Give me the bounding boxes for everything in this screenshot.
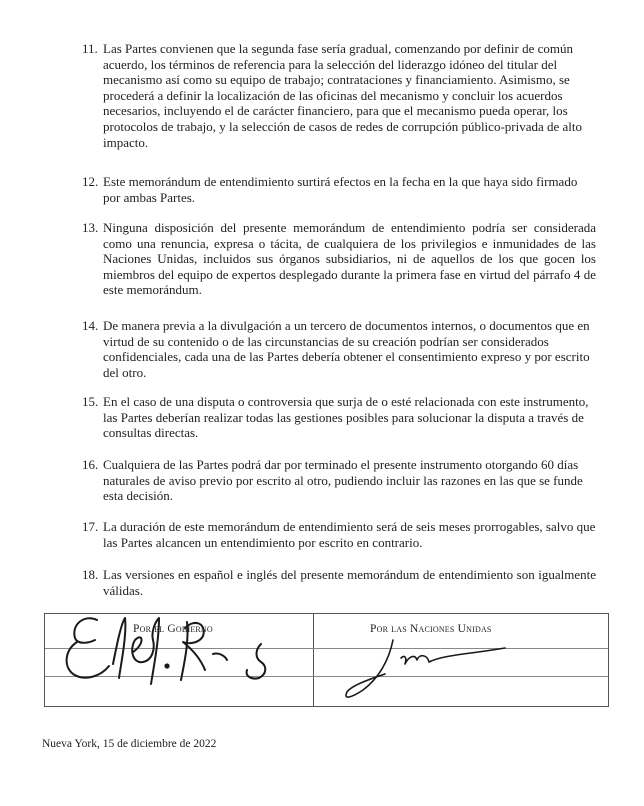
signature-table: [44, 613, 609, 707]
united-nations-signature: [333, 630, 513, 708]
clause-text: Las versiones en español e inglés del presente memorándum de entendimiento son igualmente válidas.: [103, 567, 596, 598]
clause-text: La duración de este memorándum de entendimiento será de seis meses prorrogables, salvo que las Partes alcancen un entendimiento por escrito en contrario.: [103, 519, 596, 550]
clause-text: Cualquiera de las Partes podrá dar por terminado el presente instrumento otorgando 60 días naturales de aviso previo por escrito al otro, pudiendo incluir las razones en las que se funde esta decisión.: [103, 457, 583, 504]
clause-11: [82, 41, 596, 150]
table-divider: [313, 614, 314, 706]
united-nations-signature-header: Por las Naciones Unidas: [370, 623, 492, 635]
clause-number: 15.: [82, 394, 99, 409]
clause-text: De manera previa a la divulgación a un tercero de documentos internos, o documentos que en virtud de su contenido o de las circunstancias de su creación podrían ser considerados confidenciales, cada una de las Partes debería obtener el consentimiento expreso y por escrito del otro.: [103, 318, 590, 380]
clause-number: 12.: [82, 174, 99, 189]
government-signature-header: Por el Gobierno: [133, 623, 213, 635]
clause-number: 11.: [82, 41, 98, 56]
clause-number: 17.: [82, 519, 99, 534]
clause-number: 18.: [82, 567, 99, 582]
clause-12: [82, 174, 596, 205]
clause-13: [82, 220, 596, 298]
clause-text: Las Partes convienen que la segunda fase sería gradual, comenzando por definir de común acuerdo, los términos de referencia para la selección del liderazgo idóneo del titular del mecanismo así como su equipo de trabajo; contrataciones y financiamiento. Asimismo, se procederá a definir la localización de las oficinas del mecanismo y concluir los acuerdos necesarios, incluyendo el de carácter financiero, para que el mecanismo pueda operar, los protocolos de trabajo, y la selección de casos de redes de corrupción público-privada de alto impacto.: [103, 41, 583, 150]
clause-text: Ninguna disposición del presente memorándum de entendimiento podría ser considerada como una renuncia, expresa o tácita, de cualquiera de los privilegios e inmunidades de las Naciones Unidas, incluidos sus órganos subsidiarios, ni de aquellos de los que gocen los miembros del equipo de expertos desplegado durante la primera fase en virtud del párrafo 4 de este memorándum.: [103, 220, 596, 298]
clause-14: [82, 318, 596, 380]
clause-16: [82, 457, 596, 504]
clause-18: [82, 567, 596, 598]
clause-17: [82, 519, 596, 550]
clause-number: 13.: [82, 220, 99, 235]
government-signature: [55, 604, 295, 694]
clause-text: Este memorándum de entendimiento surtirá efectos en la fecha en la que haya sido firmado por ambas Partes.: [103, 174, 578, 205]
clause-text: En el caso de una disputa o controversia que surja de o esté relacionada con este instrumento, las Partes deberían realizar todas las gestiones posibles para solucionar la disputa a través de consultas directas.: [103, 394, 589, 441]
clause-15: [82, 394, 596, 441]
place-and-date: Nueva York, 15 de diciembre de 2022: [42, 738, 217, 750]
clause-number: 14.: [82, 318, 99, 333]
clause-number: 16.: [82, 457, 99, 472]
